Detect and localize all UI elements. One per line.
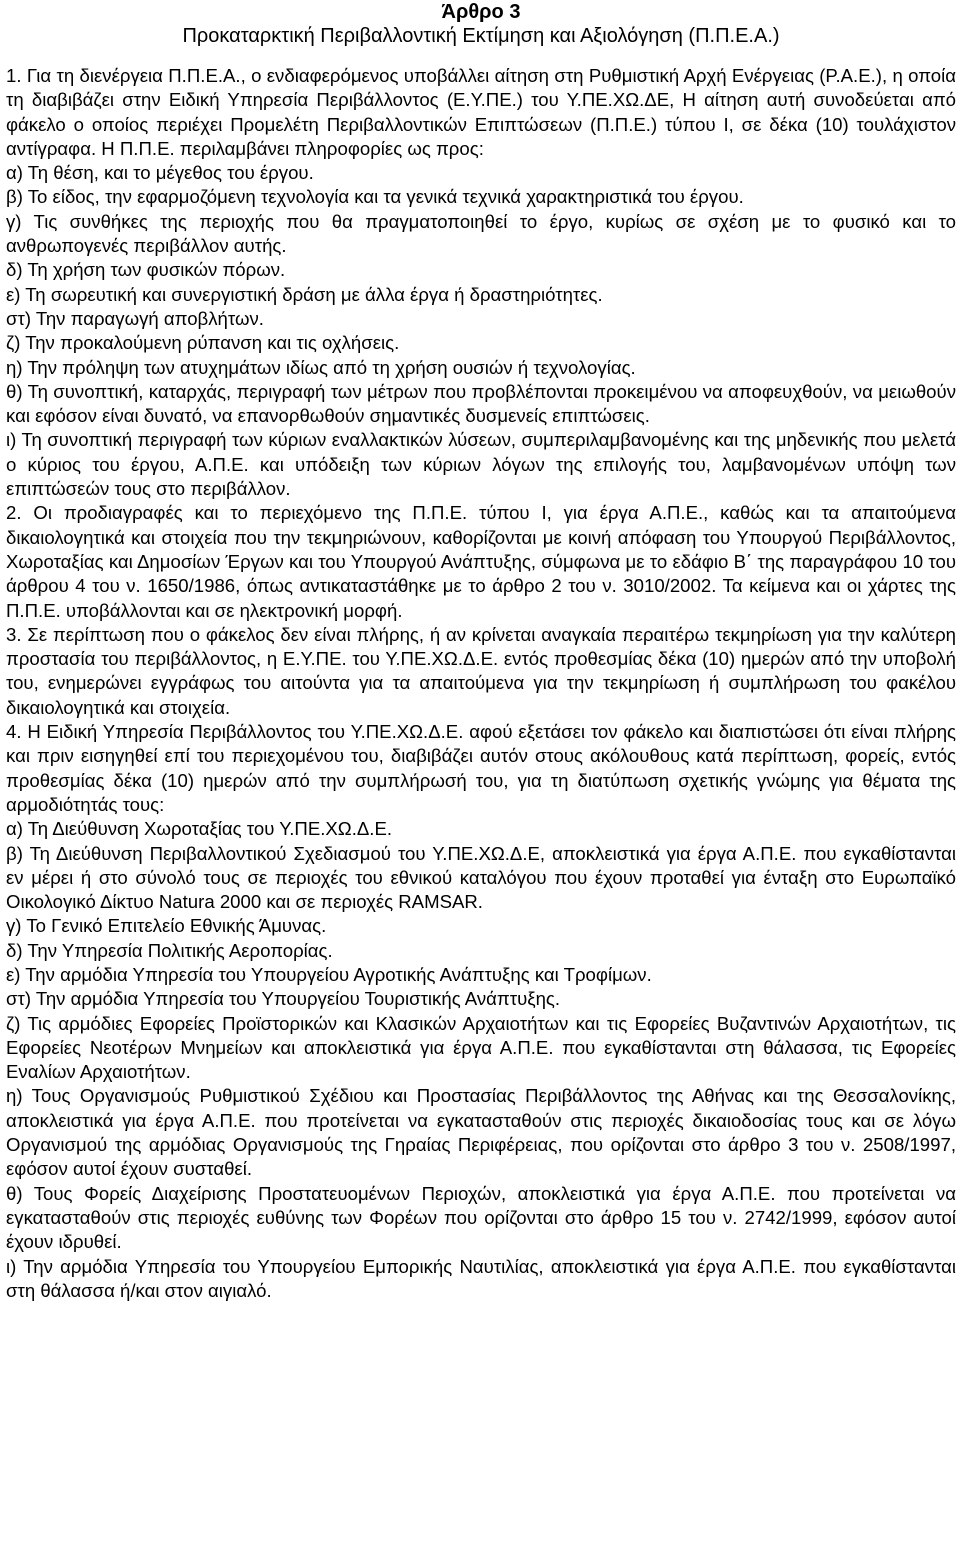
paragraph-4: 4. Η Ειδική Υπηρεσία Περιβάλλοντος του Υ.ΠΕ.ΧΩ.Δ.Ε. αφού εξετάσει τον φάκελο και διαπιστώσει ότι είναι πλήρης και πριν εισηγηθεί επί του περιεχομένου του, διαβιβάζει αυτόν στους ακόλουθους κατά περίπτωση, φορείς, εντός προθεσμίας δέκα (10) ημερών από την συμπλήρωσή του, για τη διατύπωση σχετικής γνώμης για θέματα της αρμοδιότητάς τους:: [6, 721, 956, 815]
list-item-a: α) Τη θέση, και το μέγεθος του έργου.: [6, 162, 314, 184]
article-subtitle: Προκαταρκτική Περιβαλλοντική Εκτίμηση και Αξιολόγηση (Π.Π.Ε.Α.): [182, 25, 780, 47]
list-item-th: θ) Τη συνοπτική, καταρχάς, περιγραφή των μέτρων που προβλέπονται προκειμένου να αποφευχθούν, να μειωθούν και εφόσον είναι δυνατό, να επανορθωθούν σημαντικές δυσμενείς επιπτώσεις.: [6, 380, 956, 427]
list-item-z: ζ) Την προκαλούμενη ρύπανση και τις οχλήσεις.: [6, 332, 400, 354]
body-item-a: α) Τη Διεύθυνση Χωροταξίας του Υ.ΠΕ.ΧΩ.Δ.Ε.: [6, 818, 393, 840]
body-item-d: δ) Την Υπηρεσία Πολιτικής Αεροπορίας.: [6, 939, 333, 961]
paragraph-3: 3. Σε περίπτωση που ο φάκελος δεν είναι πλήρης, ή αν κρίνεται αναγκαία περαιτέρω τεκμηρίωση για την καλύτερη προστασία του περιβάλλοντος, η Ε.Υ.ΠΕ. του Υ.ΠΕ.ΧΩ.Δ.Ε. εντός προθεσμίας δέκα (10) ημερών από την υποβολή του, ενημερώνει εγγράφως του αιτούντα για τα απαιτούμενα για την τεκμηρίωση ή συμπλήρωση του φακέλου δικαιολογητικά και στοιχεία.: [6, 623, 956, 718]
document-page: [6, 0, 956, 1303]
list-item-st: στ) Την παραγωγή αποβλήτων.: [6, 307, 264, 329]
body-item-b: β) Τη Διεύθυνση Περιβαλλοντικού Σχεδιασμού του Υ.ΠΕ.ΧΩ.Δ.Ε, αποκλειστικά για έργα Α.Π.Ε. που εγκαθίστανται εν μέρει ή στο σύνολό τους σε περιοχές του εθνικού καταλόγου που έχουν προταθεί για ένταξη στο Ευρωπαϊκό Οικολογικό Δίκτυο Natura 2000 και σε περιοχές RAMSAR.: [6, 842, 956, 913]
body-item-h: η) Τους Οργανισμούς Ρυθμιστικού Σχέδιου και Προστασίας Περιβάλλοντος της Αθήνας και της Θεσσαλονίκης, αποκλειστικά για έργα Α.Π.Ε. που προτείνεται να εγκατασταθούν στις περιοχές δικαιοδοσίας τους και σε λόγω Οργανισμού της αρμόδιας Οργανισμούς της Γηραίας Περιφέρειας, που ορίζονται στο άρθρο 3 του ν. 2508/1997, εφόσον αυτοί έχουν συσταθεί.: [6, 1085, 956, 1180]
body-item-z: ζ) Τις αρμόδιες Εφορείες Προϊστορικών και Κλασικών Αρχαιοτήτων και τις Εφορείες Βυζαντινών Αρχαιοτήτων, τις Εφορείες Νεοτέρων Μνημείων και αποκλειστικά για έργα Α.Π.Ε. που εγκαθίστανται στη θάλασσα, τις Εφορείες Εναλίων Αρχαιοτήτων.: [6, 1012, 956, 1083]
list-item-b: β) Το είδος, την εφαρμοζόμενη τεχνολογία και τα γενικά τεχνικά χαρακτηριστικά του έργου.: [6, 186, 744, 208]
body-item-c: γ) Το Γενικό Επιτελείο Εθνικής Άμυνας.: [6, 915, 327, 937]
body-item-i: ι) Την αρμόδια Υπηρεσία του Υπουργείου Εμπορικής Ναυτιλίας, αποκλειστικά για έργα Α.Π.Ε. που εγκαθίστανται στη θάλασσα ή/και στον αιγιαλό.: [6, 1255, 956, 1301]
article-title: Άρθρο 3: [441, 1, 521, 23]
list-item-c: γ) Τις συνθήκες της περιοχής που θα πραγματοποιηθεί το έργο, κυρίως σε σχέση με το φυσικό και το ανθρωπογενές περιβάλλον αυτής.: [6, 210, 956, 257]
spacer: [6, 50, 956, 64]
list-item-i: ι) Τη συνοπτική περιγραφή των κύριων εναλλακτικών λύσεων, συμπεριλαμβανομένης και της μηδενικής που μελετά ο κύριος του έργου, Α.Π.Ε. και υπόδειξη των κύριων λόγων της επιλογής του, λαμβανομένων υπόψη των επιπτώσεών τους στο περιβάλλον.: [6, 429, 956, 500]
list-item-d: δ) Τη χρήση των φυσικών πόρων.: [6, 259, 286, 281]
list-item-e: ε) Τη σωρευτική και συνεργιστική δράση με άλλα έργα ή δραστηριότητες.: [6, 283, 603, 305]
body-item-th: θ) Τους Φορείς Διαχείρισης Προστατευομένων Περιοχών, αποκλειστικά για έργα Α.Π.Ε. που προτείνεται να εγκατασταθούν στις περιοχές ευθύνης των Φορέων που ορίζονται στο άρθρο 15 του ν. 2742/1999, εφόσον αυτοί έχουν ιδρυθεί.: [6, 1182, 956, 1253]
body-item-st: στ) Την αρμόδια Υπηρεσία του Υπουργείου Τουριστικής Ανάπτυξης.: [6, 988, 561, 1010]
list-item-h: η) Την πρόληψη των ατυχημάτων ιδίως από τη χρήση ουσιών ή τεχνολογίας.: [6, 356, 636, 378]
paragraph-2: 2. Οι προδιαγραφές και το περιεχόμενο της Π.Π.Ε. τύπου Ι, για έργα Α.Π.Ε., καθώς και τα απαιτούμενα δικαιολογητικά και στοιχεία που την τεκμηριώνουν, καθορίζονται με κοινή απόφαση του Υπουργού Περιβάλλοντος, Χωροταξίας και Δημοσίων Έργων και του Υπουργού Ανάπτυξης, σύμφωνα με το εδάφιο Β΄ της παραγράφου 10 του άρθρου 4 του ν. 1650/1986, όπως αντικαταστάθηκε με το άρθρο 2 του ν. 3010/2002. Τα κείμενα και οι χάρτες της Π.Π.Ε. υποβάλλονται και σε ηλεκτρονική μορφή.: [6, 502, 956, 621]
body-item-e: ε) Την αρμόδια Υπηρεσία του Υπουργείου Αγροτικής Ανάπτυξης και Τροφίμων.: [6, 963, 652, 985]
paragraph-1: 1. Για τη διενέργεια Π.Π.Ε.Α., ο ενδιαφερόμενος υποβάλλει αίτηση στη Ρυθμιστική Αρχή Ενέργειας (Ρ.Α.Ε.), η οποία τη διαβιβάζει στην Ειδική Υπηρεσία Περιβάλλοντος (Ε.Υ.ΠΕ.) του Υ.ΠΕ.ΧΩ.ΔΕ, Η αίτηση αυτή συνοδεύεται από φάκελο ο οποίος περιέχει Προμελέτη Περιβαλλοντικών Επιπτώσεων (Π.Π.Ε.) τύπου Ι, σε δέκα (10) τουλάχιστον αντίγραφα. Η Π.Π.Ε. περιλαμβάνει πληροφορίες ως προς:: [6, 65, 956, 159]
